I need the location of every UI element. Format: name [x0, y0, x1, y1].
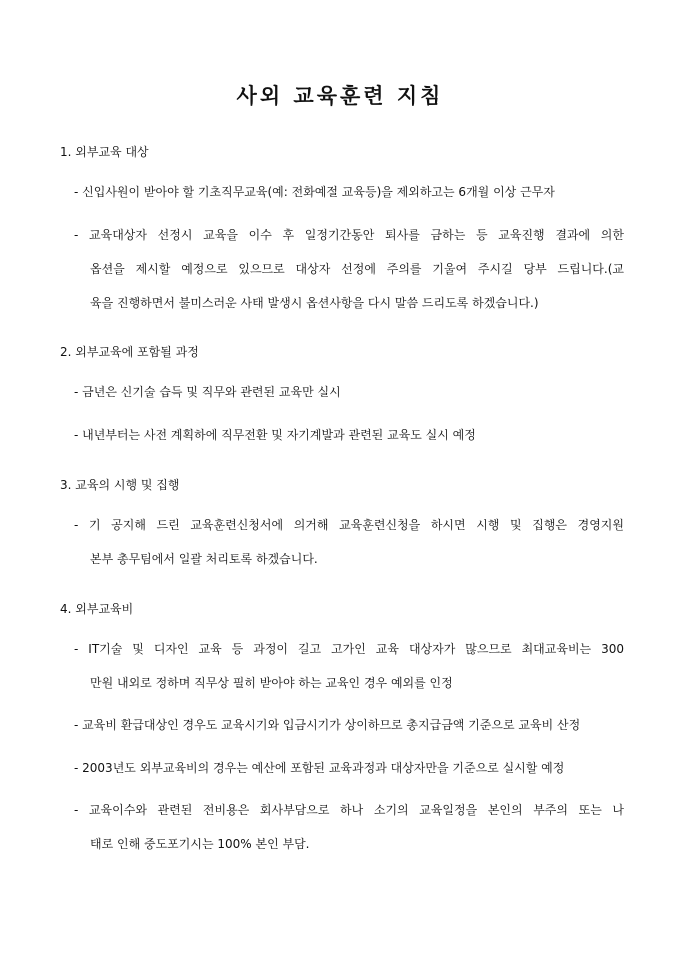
item-line: 본부 총무팀에서 일괄 처리토록 하겠습니다. — [90, 552, 318, 566]
section-1-item-2 — [74, 218, 624, 320]
section-heading-4: 4. 외부교육비 — [60, 602, 134, 616]
item-line: - 교육비 환급대상인 경우도 교육시기와 입금시기가 상이하므로 총지급금액 기준으로 교육비 산정 — [74, 708, 624, 742]
item-line: - 교육이수와 관련된 전비용은 회사부담으로 하나 소기의 교육일정을 본인의 부주의 또는 나 — [74, 793, 624, 827]
section-3-item-1 — [74, 508, 624, 576]
section-4-item-4 — [74, 793, 624, 861]
section-2-item-2 — [74, 418, 624, 452]
section-4-item-1 — [74, 632, 624, 700]
item-line: 육을 진행하면서 불미스러운 사태 발생시 옵션사항을 다시 말씀 드리도록 하겠습니다.) — [90, 296, 539, 310]
item-line: - 금년은 신기술 습득 및 직무와 관련된 교육만 실시 — [74, 375, 624, 409]
item-line: - 2003년도 외부교육비의 경우는 예산에 포함된 교육과정과 대상자만을 기준으로 실시할 예정 — [74, 751, 624, 785]
item-line: - 내년부터는 사전 계획하에 직무전환 및 자기계발과 관련된 교육도 실시 예정 — [74, 418, 624, 452]
item-line: 만원 내외로 정하며 직무상 필히 받아야 하는 교육인 경우 예외를 인정 — [90, 676, 453, 690]
item-line: - 교육대상자 선정시 교육을 이수 후 일정기간동안 퇴사를 금하는 등 교육진행 결과에 의한 — [74, 218, 624, 252]
item-line: - 신입사원이 받아야 할 기초직무교육(예: 전화예절 교육등)을 제외하고는 6개월 이상 근무자 — [74, 175, 624, 209]
item-line: 옵션을 제시할 예정으로 있으므로 대상자 선정에 주의를 기울여 주시길 당부 드립니다.(교 — [90, 262, 624, 276]
section-heading-2: 2. 외부교육에 포함될 과정 — [60, 345, 199, 359]
document-title: 사외 교육훈련 지침 — [236, 83, 444, 108]
section-2-item-1 — [74, 375, 624, 409]
item-line: - IT기술 및 디자인 교육 등 과정이 길고 고가인 교육 대상자가 많으므로 최대교육비는 300 — [74, 632, 624, 666]
section-1-item-1 — [74, 175, 624, 209]
section-heading-3: 3. 교육의 시행 및 집행 — [60, 478, 180, 492]
item-line: 태로 인해 중도포기시는 100% 본인 부담. — [90, 837, 310, 851]
item-line: - 기 공지해 드린 교육훈련신청서에 의거해 교육훈련신청을 하시면 시행 및 집행은 경영지원 — [74, 508, 624, 542]
section-4-item-3 — [74, 751, 624, 785]
section-heading-1: 1. 외부교육 대상 — [60, 145, 149, 159]
section-4-item-2 — [74, 708, 624, 742]
